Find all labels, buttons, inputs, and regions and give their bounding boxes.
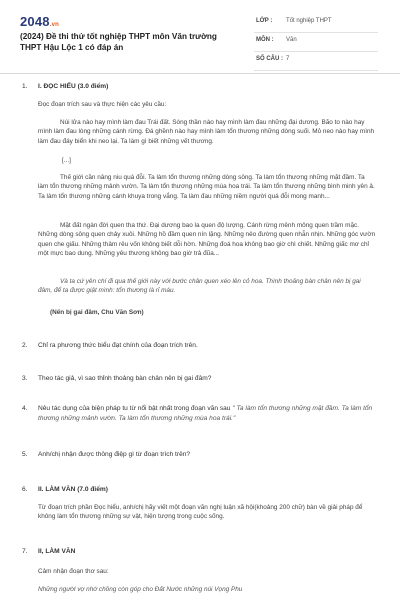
question-number: 4.: [22, 405, 28, 412]
page-title: (2024) Đề thi thử tốt nghiệp THPT môn Văn trường THPT Hậu Lộc 1 có đáp án: [20, 32, 217, 52]
question-number: 1.: [22, 83, 28, 90]
q7-verse: Những người vợ nhớ chồng còn góp cho Đất Nước những núi Vọng Phu: [38, 586, 243, 593]
logo-main: 2048: [20, 14, 50, 29]
meta-key: LỚP :: [256, 18, 273, 24]
q1-ellipsis: [...]: [62, 157, 71, 164]
meta-row-count: [254, 52, 378, 71]
section-title: II, LÀM VĂN: [38, 548, 76, 555]
q6-text: Từ đoạn trích phần Đọc hiểu, anh/chị hãy viết một đoạn văn nghị luận xã hội(khoảng 200 chữ) bàn về giải pháp để không làm tổn thương những sự vật, hiện tượng trong cuộc sống.: [38, 504, 363, 521]
q1-paragraph-1: Núi lửa nào hay mình làm đau Trái đất. Sóng thần nào hay mình làm đau những đại dương. Bão to nào hay mình làm đau lòng những cánh rừng. Đá ghềnh nào hay mình làm tổn thương những dòng suối. Mỏ neo nào hay mình làm đau đáy biển khi neo lại. Ta làm gì biết những vết thương.: [38, 119, 375, 145]
meta-table: [254, 14, 378, 71]
question-number: 6.: [22, 486, 28, 493]
meta-key: MÔN :: [256, 37, 274, 43]
q1-paragraph-4: Và ta cứ yên chí đi qua thế giới này với bước chân quen xéo lên cỏ hoa. Thình thoảng bàn chân nên bị gai đâm, để ta được giật mình: tổn thương là rỉ máu.: [38, 278, 361, 295]
question-text: Theo tác giả, vì sao thỉnh thoảng bàn chân nên bị gai đâm?: [38, 375, 212, 382]
meta-value: 7: [286, 56, 290, 62]
question-quote: " Ta làm tổn thương những mặt đầm. Ta làm tổn thương những mảnh vườn. Ta làm tổn thương những mùa hoa trái.": [38, 405, 373, 422]
meta-value: Tốt nghiệp THPT: [286, 18, 332, 24]
logo-suffix: .vn: [49, 22, 60, 28]
meta-row-subject: [254, 33, 378, 52]
q1-source: (Nến bị gai đâm, Chu Văn Sơn): [50, 309, 144, 316]
question-number: 7.: [22, 548, 28, 555]
question-number: 3.: [22, 375, 28, 382]
meta-value: Văn: [286, 37, 297, 43]
meta-row-class: [254, 14, 378, 33]
question-number: 5.: [22, 451, 28, 458]
meta-key: SỐ CÂU :: [256, 56, 283, 62]
question-text: [38, 404, 383, 423]
q7-intro: Cảm nhận đoạn thơ sau:: [38, 568, 109, 575]
question-number: 2.: [22, 342, 28, 349]
header: [0, 0, 400, 66]
header-divider: [0, 73, 400, 74]
section-title: II. LÀM VĂN (7.0 điểm): [38, 486, 108, 493]
q1-paragraph-3: Mặt đất ngàn đời quen tha thứ. Đại dương bao la quen độ lượng. Cánh rừng mênh mông quen trầm mặc. Những dòng sông quen chảy xuôi. Những hồ đầm quen nín lặng. Những nẻo đường quen nhẫn nhịn. Những góc vườn quen che giấu. Những thảm rêu vốn không biết dỗi hờn. Những đoá hoa không bao giờ chì chiết. Những giấc mơ chỉ một mực bao dung. Những yêu thương không bao giờ trả đũa...: [38, 222, 376, 258]
q1-paragraph-2: Thế giới cần nâng niu quá đỗi. Ta làm tổn thương những dòng sông. Ta làm tổn thương những mặt đầm. Ta làm tổn thương những mảnh vườn. Ta làm tổn thương những mùa hoa trái. Ta làm tổn thương những bình minh yên ả. Ta làm tổn thương những cánh khuya trong vắng. Ta làm đau những niềm người quá đỗi mong manh...: [38, 174, 375, 200]
question-text-plain: Nêu tác dụng của biện pháp tu từ nổi bật nhất trong đoạn văn sau: [38, 405, 233, 412]
site-logo[interactable]: [20, 14, 59, 29]
section-title: I. ĐỌC HIỂU (3.0 điểm): [38, 83, 109, 90]
question-text: Chỉ ra phương thức biểu đạt chính của đoạn trích trên.: [38, 342, 198, 349]
q1-intro: Đọc đoạn trích sau và thực hiện các yêu cầu:: [38, 101, 167, 108]
question-text: Anh/chị nhận được thông điệp gì từ đoạn trích trên?: [38, 451, 191, 458]
